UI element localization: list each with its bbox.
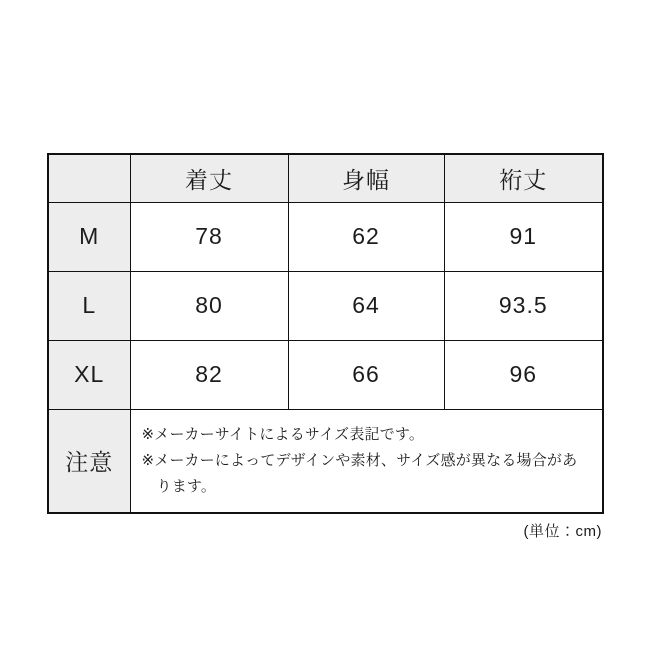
notes-cell	[130, 409, 603, 513]
size-label-cell: M	[48, 202, 130, 271]
size-chart-table	[47, 153, 604, 514]
value-cell: 80	[130, 271, 288, 340]
value-cell: 91	[444, 202, 603, 271]
value-cell: 93.5	[444, 271, 603, 340]
value-cell: 96	[444, 340, 603, 409]
value-cell: 64	[288, 271, 444, 340]
value-cell: 66	[288, 340, 444, 409]
unit-label: (単位：cm)	[523, 523, 602, 540]
value-cell: 82	[130, 340, 288, 409]
note-line: ※メーカーサイトによるサイズ表記です。	[141, 426, 425, 444]
header-cell-body-length: 着丈	[130, 154, 288, 202]
table-row-notes	[48, 409, 603, 513]
header-cell-sleeve-length: 裄丈	[444, 154, 603, 202]
value-cell: 78	[130, 202, 288, 271]
notes-label-cell: 注意	[48, 409, 130, 513]
header-cell-body-width: 身幅	[288, 154, 444, 202]
table-row-m	[48, 202, 603, 271]
size-label-cell: L	[48, 271, 130, 340]
table-header-row	[48, 154, 603, 202]
size-label-cell: XL	[48, 340, 130, 409]
value-cell: 62	[288, 202, 444, 271]
corner-cell	[48, 154, 130, 202]
table-row-l	[48, 271, 603, 340]
note-line: ※メーカーによってデザインや素材、サイズ感が異なる場合があります。	[141, 451, 578, 495]
table-row-xl	[48, 340, 603, 409]
